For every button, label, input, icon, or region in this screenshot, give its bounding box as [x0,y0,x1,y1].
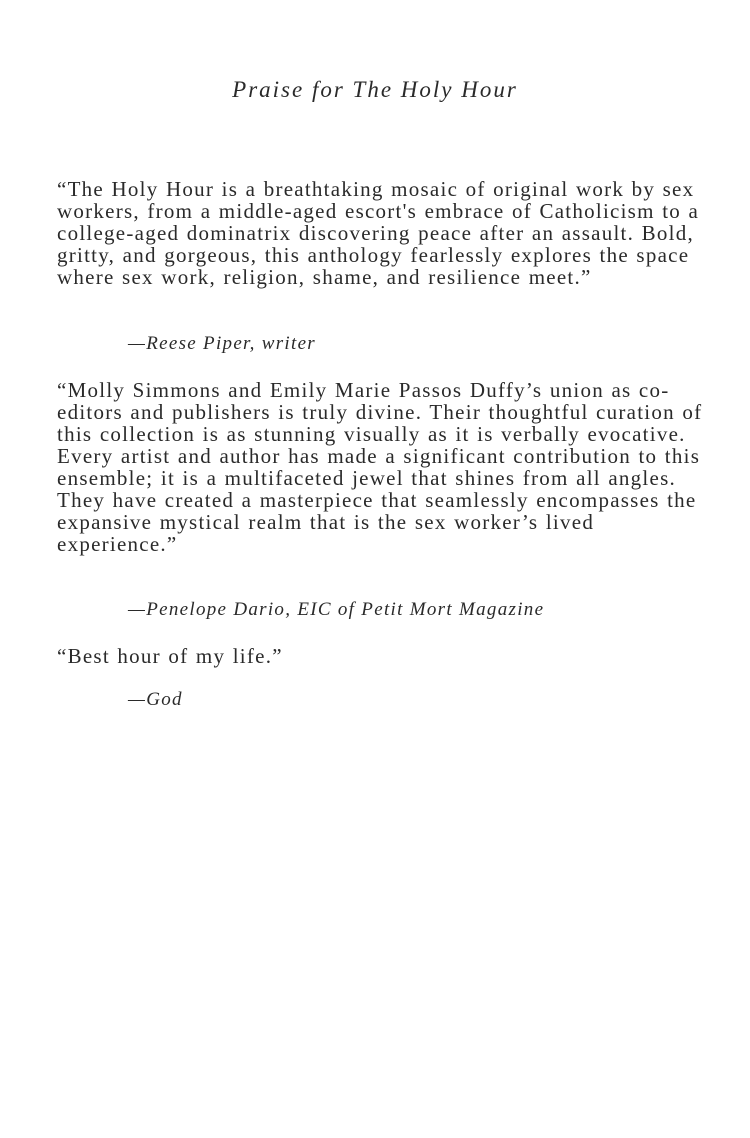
praise-quote: “Molly Simmons and Emily Marie Passos Duffy’s union as co-editors and publishers is truly divine. Their thoughtful curation of this collection is as stunning visually as it is verbally evocative. Every artist and author has made a significant contribution to this ensemble; it is a multifaceted jewel that shines from all angles. They have created a masterpiece that seamlessly encompasses the expansive mystical realm that is the sex worker’s lived experience.” [57,378,703,556]
praise-quote: “The Holy Hour is a breathtaking mosaic of original work by sex workers, from a middle-aged escort's embrace of Catholicism to a college-aged dominatrix discovering peace after an assault. Bold, gritty, and gorgeous, this anthology fearlessly explores the space where sex work, religion, shame, and resilience meet.” [57,177,700,289]
quote-attribution: —Reese Piper, writer [128,333,317,354]
praise-quote: “Best hour of my life.” [57,644,283,668]
quote-attribution: —God [128,689,183,710]
page-title: Praise for The Holy Hour [232,77,518,102]
quote-attribution: —Penelope Dario, EIC of Petit Mort Magazine [128,599,545,620]
